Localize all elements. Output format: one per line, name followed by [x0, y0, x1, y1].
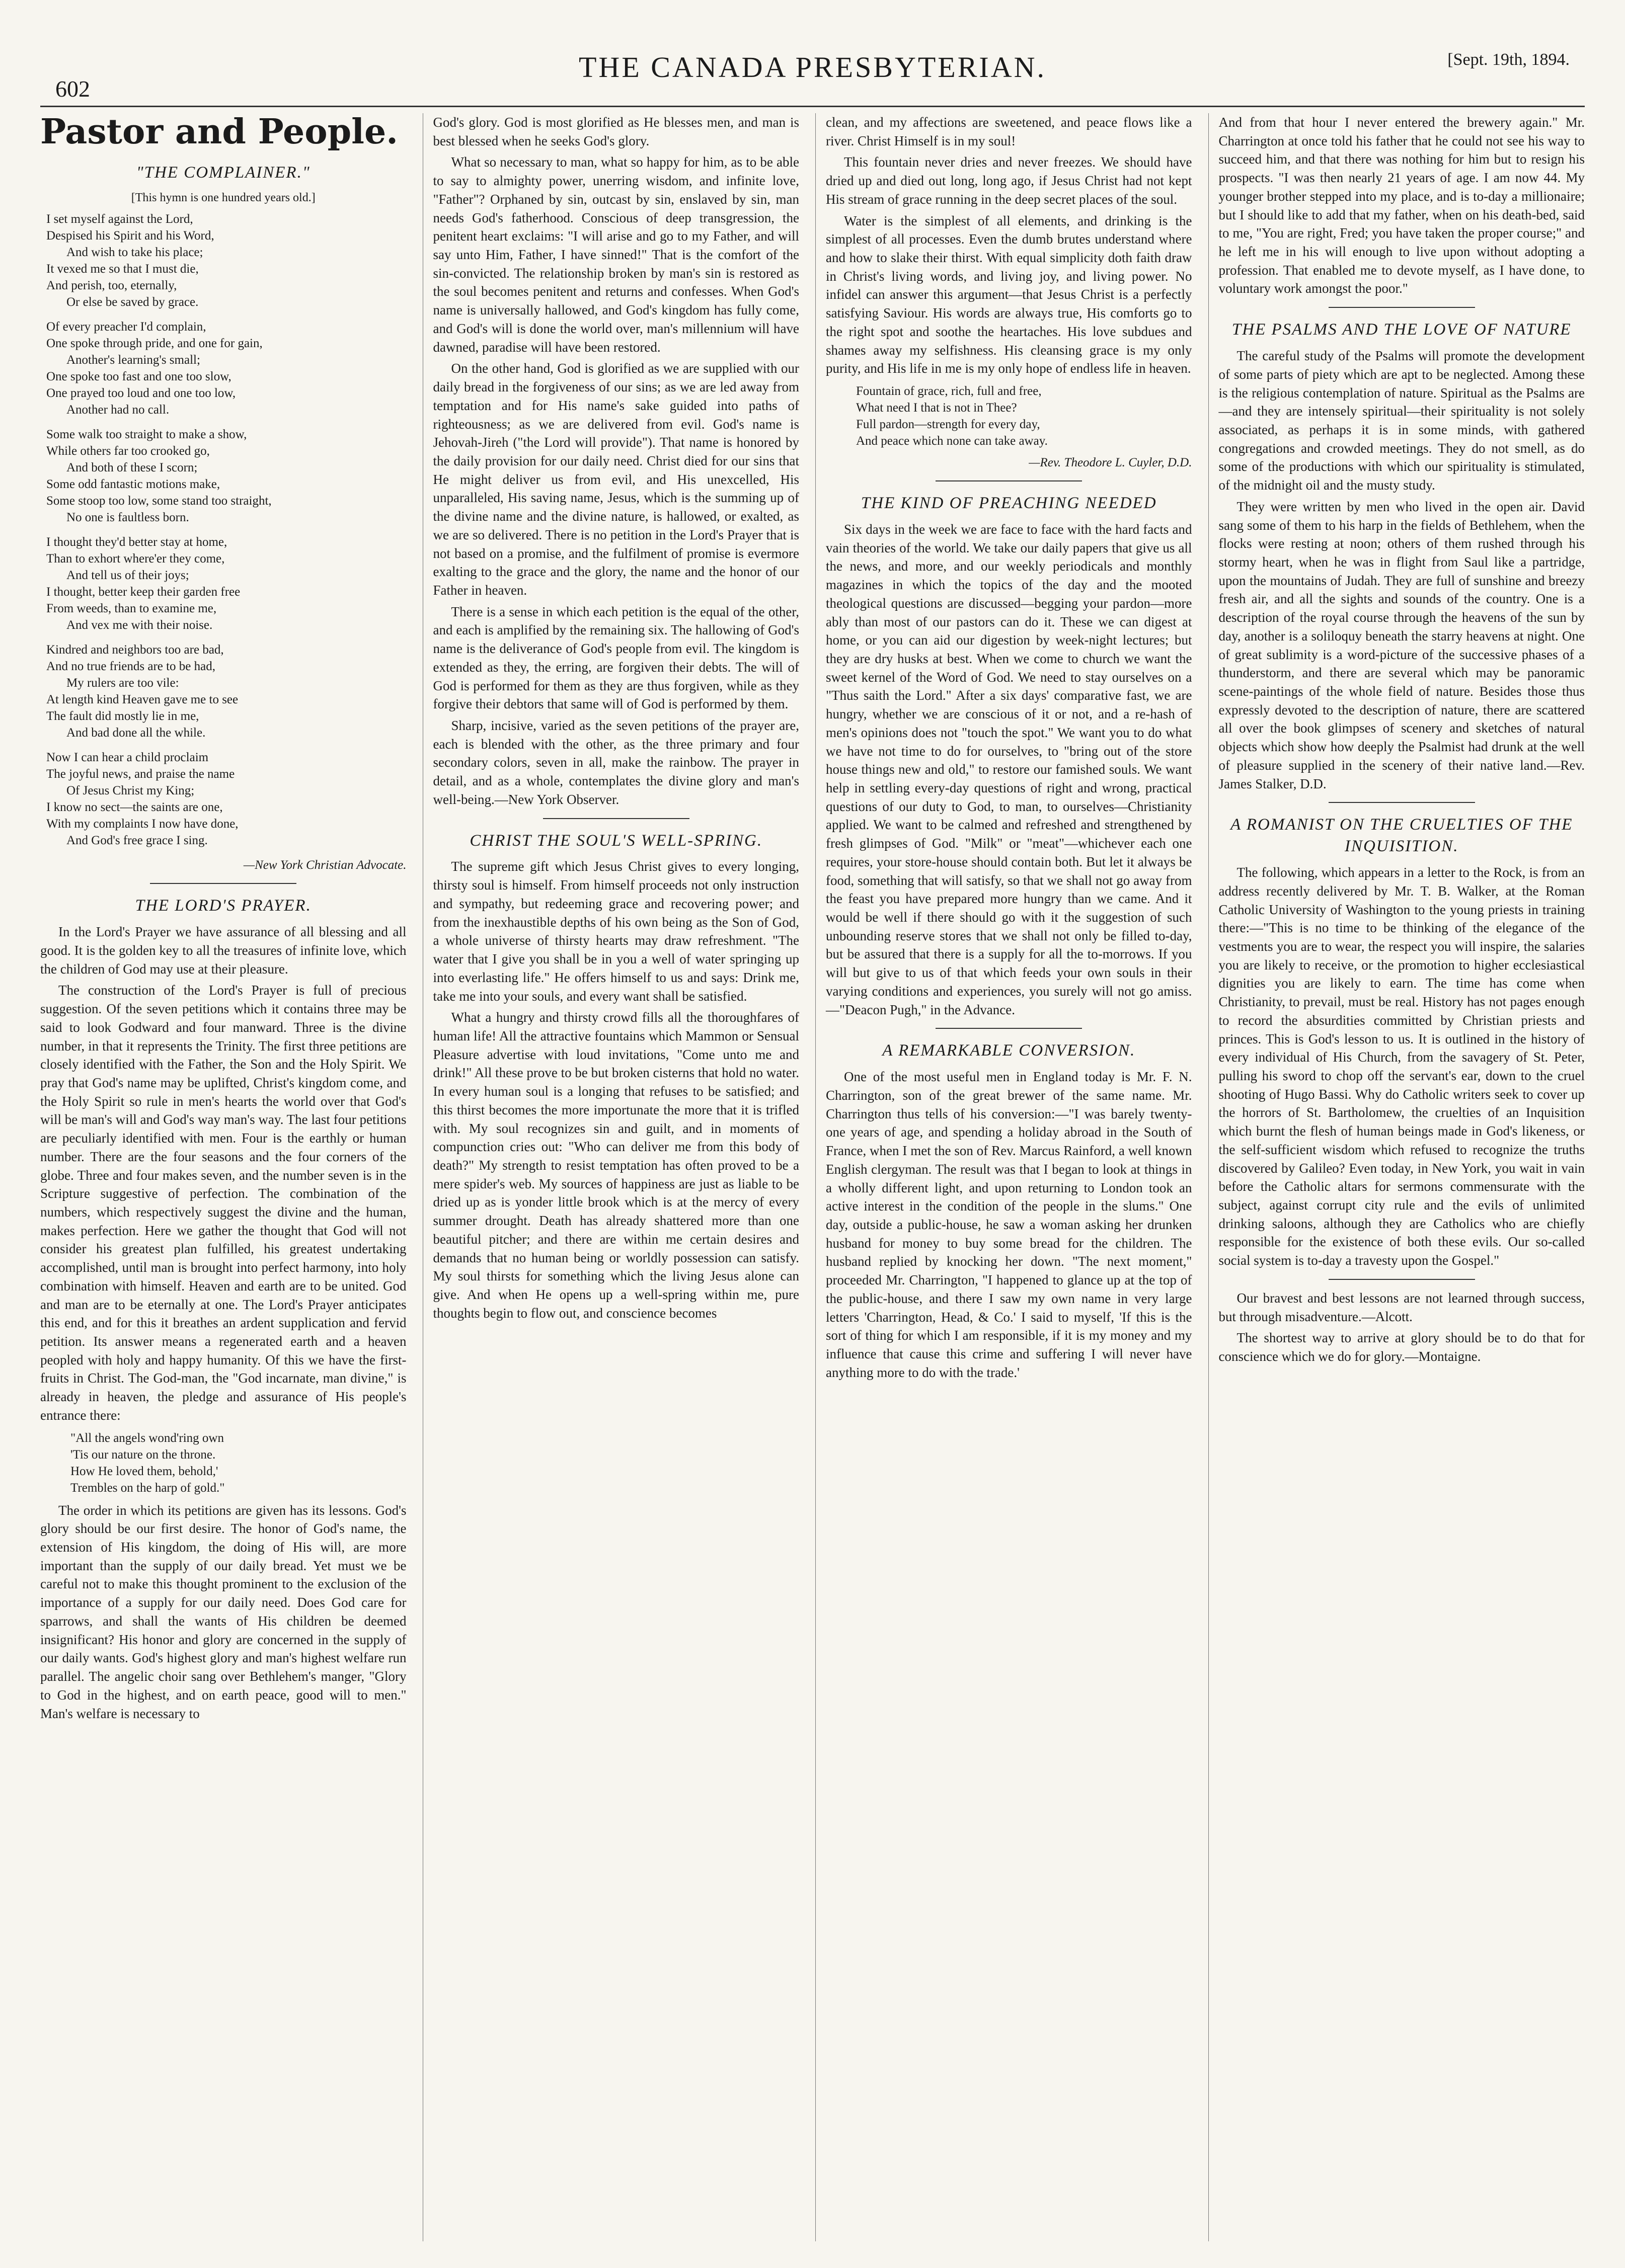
poem-line: Some odd fantastic motions make,: [46, 477, 220, 492]
paragraph: Six days in the week we are face to face with the hard facts and vain theories of the world. We take our daily papers that give us all the news, and more, and our weekly periodicals and monthly magazines in which the topics of the day and the mooted theological questions are discussed—begging your pardon—more ably than most of our pastors can do it. These we can digest at home, or you can aid our digestion by week-night lectures; but they are dry husks at best. When we come to church we want the sweet kernel of the Word of God. We need to stay ourselves on a "Thus saith the Lord." After a six days' comparative fast, we are hungry, whether we are conscious of it or not, and a re-hash of men's opinions does not "touch the spot." We want you to do what we have not time to do for ourselves, to "bring out of the store house things new and old," to restore our famished souls. We want help in settling every-day questions of right and wrong, practical questions of our duty to God, to man, to ourselves—Christianity applied. We want to be calmed and refreshed and strengthened by fresh glimpses of God. "Milk" or "meat"—whichever each one requires, your store-house should contain both. But let it always be food, something that will satisfy, so that we shall not go away from the feast you have prepared more hungry than we came. And it would be well if there should go with it the suggestion of such unbounding reserve stores that we shall not only be filled to-day, but be assured that there is a supply for all the to-morrows. If you will but give to us of that which feeds your own souls in their varying conditions and experiences, you surely will not go amiss.—"Deacon Pugh," in the Advance.: [826, 521, 1192, 1017]
paragraph: They were written by men who lived in the open air. David sang some of them to his harp in the fields of Bethlehem, when the flocks were resting at noon; others of them rushed through his stormy heart, when he was in flight from Saul like a partridge, upon the mountains of Judah. They are full of sunshine and breezy fresh air, and all the sights and sounds of the country. One is a description of the royal course through the heavens of the sun by day, another is a soliloquy beneath the starry heavens at night. One of great sublimity is a word-picture of the successive phases of a thunderstorm, and there are several which may be panoramic scene-paintings of the whole field of nature. Besides those thus expressly devoted to the description of nature, there are scattered all over the book glimpses of scenery and sketches of natural objects which show how deeply the Psalmist had drunk at the well of pleasure supplied in the scenery of their native land.—Rev. James Stalker, D.D.: [1218, 499, 1585, 791]
paragraph: The following, which appears in a letter to the Rock, is from an address recently delivered by Mr. T. B. Walker, at the Roman Catholic University of Washington to the young priests in training there:—"This is no time to be thinking of the elegance of the vestments you are to wear, the respect you will inspire, the salaries you are likely to receive, or the promotion to higher ecclesiastical dignities you are likely to earn. The time has come when Christianity, to prevail, must be real. History has not pages enough to record the absurdities committed by Christian priests and princes. This is God's lesson to us. It is outlined in the history of every individual of His Church, from the savagery of St. Peter, pulling his sword to chop off the servant's ear, down to the cruel shooting of Hugo Bassi. Why do Catholic writers seek to cover up the horrors of St. Bartholomew, the cruelties of an Inquisition which burnt the flesh of human beings made in God's likeness, or the self-sufficient wisdom which refused to recognize the truths discovered by Galileo? Even today, in New York, you wait in vain before the Catholic altars for sermons commensurate with the subject, against corrupt city rule and the evils of unlimited drinking saloons, although they are Catholics who are chiefly responsible for the existence of both these evils. Our so-called social system is to-day a travesty upon the Gospel.": [1218, 865, 1585, 1268]
page-number: 602: [55, 76, 90, 102]
columns: [40, 113, 1585, 2241]
masthead: [40, 20, 1585, 107]
poem-line: No one is faultless born.: [66, 511, 189, 525]
poem-line: It vexed me so that I must die,: [46, 262, 199, 276]
poem-line: From weeds, than to examine me,: [46, 602, 217, 616]
column-2: [423, 113, 800, 2241]
section-rule: [936, 480, 1082, 481]
poem-line: While others far too crooked go,: [46, 444, 210, 458]
poem-line: And wish to take his place;: [66, 246, 203, 260]
paragraph: The careful study of the Psalms will promote the development of some parts of piety which are apt to be neglected. Among these is the religious contemplation of nature. Spiritual as the Psalms are—and they are intensely spiritual—their spirituality is not solely associated, as perhaps it is in some minds, with gathered congregations and crowded meetings. They do not smell, as do some of the productions with which our spirituality is stimulated, of the midnight oil and the musty study.: [1218, 348, 1585, 493]
section-rule: [1329, 1279, 1475, 1280]
poem-line: And tell us of their joys;: [66, 569, 189, 583]
poem-line: Another's learning's small;: [66, 353, 200, 367]
paragraph: In the Lord's Prayer we have assurance of all blessing and all good. It is the golden key to all the treasures of infinite love, which the children of God may use at their pleasure.: [40, 924, 407, 977]
paragraph: Sharp, incisive, varied as the seven petitions of the prayer are, each is blended with the other, as the three primary and four secondary colors, seven in all, make the rainbow. The prayer in detail, and as a whole, contemplates the divine glory and man's well-being.—New York Observer.: [433, 718, 799, 807]
attribution: —Rev. Theodore L. Cuyler, D.D.: [1029, 456, 1192, 470]
poem-stanza: [40, 641, 407, 741]
paragraph: This fountain never dries and never freezes. We should have dried up and died out long, long ago, if Jesus Christ had not kept His stream of grace running in the deep secret places of the soul.: [826, 154, 1192, 207]
poem-line: I set myself against the Lord,: [46, 212, 193, 226]
poem-stanza: [40, 426, 407, 526]
poem-line: One spoke too fast and one too slow,: [46, 370, 231, 384]
paragraph: The construction of the Lord's Prayer is full of precious suggestion. Of the seven petitions which it contains three may be said to look Godward and four manward. Three is the divine number, in that it represents the Trinity. The first three petitions are closely identified with the Father, the Son and the Holy Spirit. We pray that God's name may be uplifted, Christ's kingdom come, and the Holy Spirit so rule in men's hearts the world over that God's will be man's will and God's way man's way. The last four petitions are peculiarly identified with men. Four is the earthly or human number. There are the four seasons and the four corners of the globe. Three and four makes seven, and the number seven is in the Scripture suggestive of perfection. The combination of the numbers, which respectively suggest the divine and the human, makes perfection. Here we gather the thought that God will not consider his greatest plan fulfilled, his greatest undertaking accomplished, until man is brought into perfect harmony, into holy combination with himself. Heaven and earth are to be united. God and man are to be eternally at one. The Lord's Prayer anticipates this end, and for this it breathes an ardent supplication and fervid petition. Its answer means a regenerated earth and a heaven peopled with holy and happy humanity. Of this we have the first-fruits in Christ. The God-man, the "God incarnate, man divine," is already in heaven, the pledge and assurance of His people's entrance there:: [40, 983, 407, 1423]
poem-stanza: [40, 749, 407, 849]
section-rule: [150, 883, 296, 884]
attribution: —New York Christian Advocate.: [243, 858, 407, 872]
quote-line: Fountain of grace, rich, full and free,: [856, 384, 1042, 398]
paragraph: God's glory. God is most glorified as He blesses men, and man is best blessed when he seeks God's glory.: [433, 115, 799, 148]
poem-line: I thought, better keep their garden free: [46, 585, 241, 599]
paragraph: What so necessary to man, what so happy for him, as to be able to say to almighty power, unerring wisdom, and infinite love, "Father"? Orphaned by sin, outcast by sin, enslaved by sin, man needs God's fatherhood. Conscious of deep transgression, the penitent heart exclaims: "I will arise and go to my Father, and will say unto Him, Father, I have sinned!" That is the comfort of the sin-convicted. The relationship broken by man's sin is restored as the soul becomes penitent and returns and confesses. When God's name is universally hallowed, and God's kingdom has fully come, and God's will is done the world over, man's millennium will have dawned, paradise will have been restored.: [433, 154, 799, 355]
quote-line: And peace which none can take away.: [856, 434, 1048, 448]
poem-line: With my complaints I now have done,: [46, 817, 239, 831]
poem-line: The fault did mostly lie in me,: [46, 709, 199, 723]
article-title: CHRIST THE SOUL'S WELL-SPRING.: [470, 831, 763, 850]
poem-line: Kindred and neighbors too are bad,: [46, 643, 224, 657]
editorial-note: [This hymn is one hundred years old.]: [131, 191, 316, 204]
poem-stanza: [40, 318, 407, 418]
poem-line: Despised his Spirit and his Word,: [46, 229, 214, 243]
paragraph: The shortest way to arrive at glory should be to do that for conscience which we do for glory.—Montaigne.: [1218, 1330, 1585, 1364]
poem-line: Of every preacher I'd complain,: [46, 320, 206, 334]
column-4: [1208, 113, 1585, 2241]
paragraph: clean, and my affections are sweetened, and peace flows like a river. Christ Himself is in my soul!: [826, 115, 1192, 148]
poem-line: And vex me with their noise.: [66, 618, 213, 632]
column-1: [40, 113, 407, 2241]
poem-line: And perish, too, eternally,: [46, 279, 177, 293]
paragraph: One of the most useful men in England today is Mr. F. N. Charrington, son of the great brewer of the same name. Mr. Charrington thus tells of his conversion:—"I was barely twenty-one years of age, and spending a holiday abroad in the South of France, when I met the son of Rev. Marcus Rainford, a well known English clergyman. The result was that I began to look at things in a wholly different light, and upon returning to London took an active interest in the condition of the people in the slums." One day, outside a public-house, he saw a woman asking her drunken husband for money to buy some bread for the children. The husband replied by knocking her down. "The next moment," proceeded Mr. Charrington, "I happened to glance up at the top of the public-house, and there I saw my own name in very large letters 'Charrington, Head, & Co.' I said to myself, 'If this is the sort of thing for which I am responsible, if it is my money and my influence that cause this crime and suffering I will never have anything more to do with the trade.': [826, 1069, 1192, 1380]
poem-line: One prayed too loud and one too low,: [46, 386, 236, 400]
paragraph: The supreme gift which Jesus Christ gives to every longing, thirsty soul is himself. From himself proceeds not only instruction and sympathy, but redeeming grace and recovering power; and from the inexhaustible depths of his own being as the Son of God, a whole universe of thirsty hearts may draw refreshment. "The water that I give you shall be in you a well of water springing up into everlasting life." He offers himself to us and says: Drink me, take me into your souls, and every want shall be satisfied.: [433, 859, 799, 1004]
poem-line: And God's free grace I sing.: [66, 834, 208, 848]
quote-line: "All the angels wond'ring own: [70, 1431, 224, 1445]
poem-line: And no true friends are to be had,: [46, 660, 215, 674]
article-title: THE PSALMS AND THE LOVE OF NATURE: [1231, 320, 1572, 339]
poem-line: Some walk too straight to make a show,: [46, 428, 247, 442]
quote-line: 'Tis our nature on the throne.: [70, 1447, 216, 1462]
paragraph: Our bravest and best lessons are not learned through success, but through misadventure.—Alcott.: [1218, 1290, 1585, 1324]
poem-line: Now I can hear a child proclaim: [46, 751, 209, 765]
paragraph: Water is the simplest of all elements, and drinking is the simplest of all processes. Even the dumb brutes understand where and how to slake their thirst. With equal simplicity doth faith draw in Christ's living words, and living joy, and living power. No infidel can answer this argument—that Jesus Christ is a perfectly satisfying Saviour. His words are always true, His comforts go to the right spot and soothe the heartaches. His love subdues and shames away my selfishness. His cleansing grace is my only purity, and His life in me is my only hope of endless life in heaven.: [826, 213, 1192, 376]
section-rule: [936, 1028, 1082, 1029]
paragraph: And from that hour I never entered the brewery again." Mr. Charrington at once told his father that he could not see his way to succeed him, and that there was nothing for him but to resign his prospects. "I was then nearly 21 years of age. I am now 44. My younger brother stepped into my place, and is to-day a millionaire; but I should like to add that my father, when on his death-bed, said to me, "You are right, Fred; you have taken the proper course;" and he left me in his will enough to live upon without adopting a profession. That enabled me to devote myself, as I have done, to voluntary work amongst the poor.": [1218, 115, 1585, 296]
paragraph: On the other hand, God is glorified as we are supplied with our daily bread in the forgiveness of our sins; as we are led away from temptation and for His name's sake guided into paths of righteousness; as we are delivered from evil. God's name is Jehovah-Jireh ("the Lord will provide"). That name is honored by the daily provision for our daily need. Christ died for our sins that He might deliver us from evil, and His unexcelled, His unparalleled, His saving name, Jesus, which is the summing up of the divine name and the divine nature, is hallowed, or exalted, as we are so delivered. There is no petition in the Lord's Prayer that is not based on a promise, and the fulfilment of promise is evermore exalting to the grace and the glory, the name and the honor of our Father in heaven.: [433, 361, 799, 598]
paragraph: There is a sense in which each petition is the equal of the other, and each is amplified by the remaining six. The hallowing of God's name is the deliverance of God's people from evil. The kingdom is extended as they, the erring, are forgiven their debts. The will of God is performed for them as they are thus forgiven, while as they forgive their debtors that same will of God is performed by them.: [433, 604, 799, 712]
verse-quote: [40, 1430, 407, 1496]
verse-quote: [826, 383, 1192, 449]
poem-line: I thought they'd better stay at home,: [46, 535, 227, 549]
department-heading: Pastor and People.: [40, 113, 398, 152]
issue-date: [Sept. 19th, 1894.: [1447, 50, 1570, 69]
quote-line: What need I that is not in Thee?: [856, 401, 1017, 415]
poem-stanza: [40, 534, 407, 633]
poem-line: Another had no call.: [66, 403, 170, 417]
paragraph: What a hungry and thirsty crowd fills all the thoroughfares of human life! All the attractive fountains which Mammon or Sensual Pleasure advertise with loud invitations, "Come unto me and drink!" All these prove to be but broken cisterns that hold no water. In every human soul is a longing that refuses to be satisfied; and this thirst becomes the more importunate the more that it is trifled with. My soul recognizes sin and guilt, and in moments of compunction cries out: "Who can deliver me from this body of death?" My strength to resist temptation has often proved to be a mere spider's web. My sources of happiness are just as liable to be dried up as is yonder little brook which is at the mercy of every summer drought. Death has already shattered more than one beautiful pitcher; and there are within me certain desires and demands that no human being or worldly possession can satisfy. My soul thirsts for something which the living Jesus alone can give. And when He opens up a well-spring within me, pure thoughts begin to flow out, and conscience becomes: [433, 1010, 799, 1321]
poem-line: Some stoop too low, some stand too straight,: [46, 494, 272, 508]
poem-stanza: [40, 211, 407, 310]
poem-line: And both of these I scorn;: [66, 461, 198, 475]
article-title: THE LORD'S PRAYER.: [135, 897, 312, 915]
section-rule: [1329, 307, 1475, 308]
column-3: [815, 113, 1192, 2241]
article-title: A REMARKABLE CONVERSION.: [882, 1041, 1136, 1060]
paper-title: THE CANADA PRESBYTERIAN.: [579, 51, 1046, 84]
poem-line: Than to exhort where'er they come,: [46, 552, 225, 566]
poem-line: My rulers are too vile:: [66, 676, 179, 690]
quote-line: Full pardon—strength for every day,: [856, 418, 1040, 432]
article-title: "THE COMPLAINER.": [136, 163, 311, 182]
article-title: THE KIND OF PREACHING NEEDED: [861, 494, 1157, 513]
article-title: A ROMANIST ON THE CRUELTIES OF THE INQUISITION.: [1230, 816, 1573, 856]
poem-line: I know no sect—the saints are one,: [46, 800, 223, 815]
poem-line: The joyful news, and praise the name: [46, 767, 235, 781]
poem-line: Or else be saved by grace.: [66, 295, 199, 309]
poem-line: Of Jesus Christ my King;: [66, 784, 195, 798]
poem-line: And bad done all the while.: [66, 726, 206, 740]
poem-line: At length kind Heaven gave me to see: [46, 693, 239, 707]
paragraph: The order in which its petitions are given has its lessons. God's glory should be our first desire. The honor of God's name, the extension of His kingdom, the doing of His will, are more important than the supply of our daily bread. Yet must we be careful not to make this thought prominent to the exclusion of the importance of a supply for our daily need. Does God care for sparrows, and shall the wants of His children be deemed insignificant? His honor and glory are concerned in the supply of our daily wants. God's highest glory and man's highest welfare run parallel. The angelic choir sang over Bethlehem's manger, "Glory to God in the highest, and on earth peace, good will to men." Man's welfare is necessary to: [40, 1502, 407, 1721]
section-rule: [543, 818, 689, 819]
poem-line: One spoke through pride, and one for gain,: [46, 337, 263, 351]
section-rule: [1329, 802, 1475, 803]
quote-line: Trembles on the harp of gold.": [70, 1481, 225, 1495]
quote-line: How He loved them, behold,': [70, 1464, 218, 1478]
